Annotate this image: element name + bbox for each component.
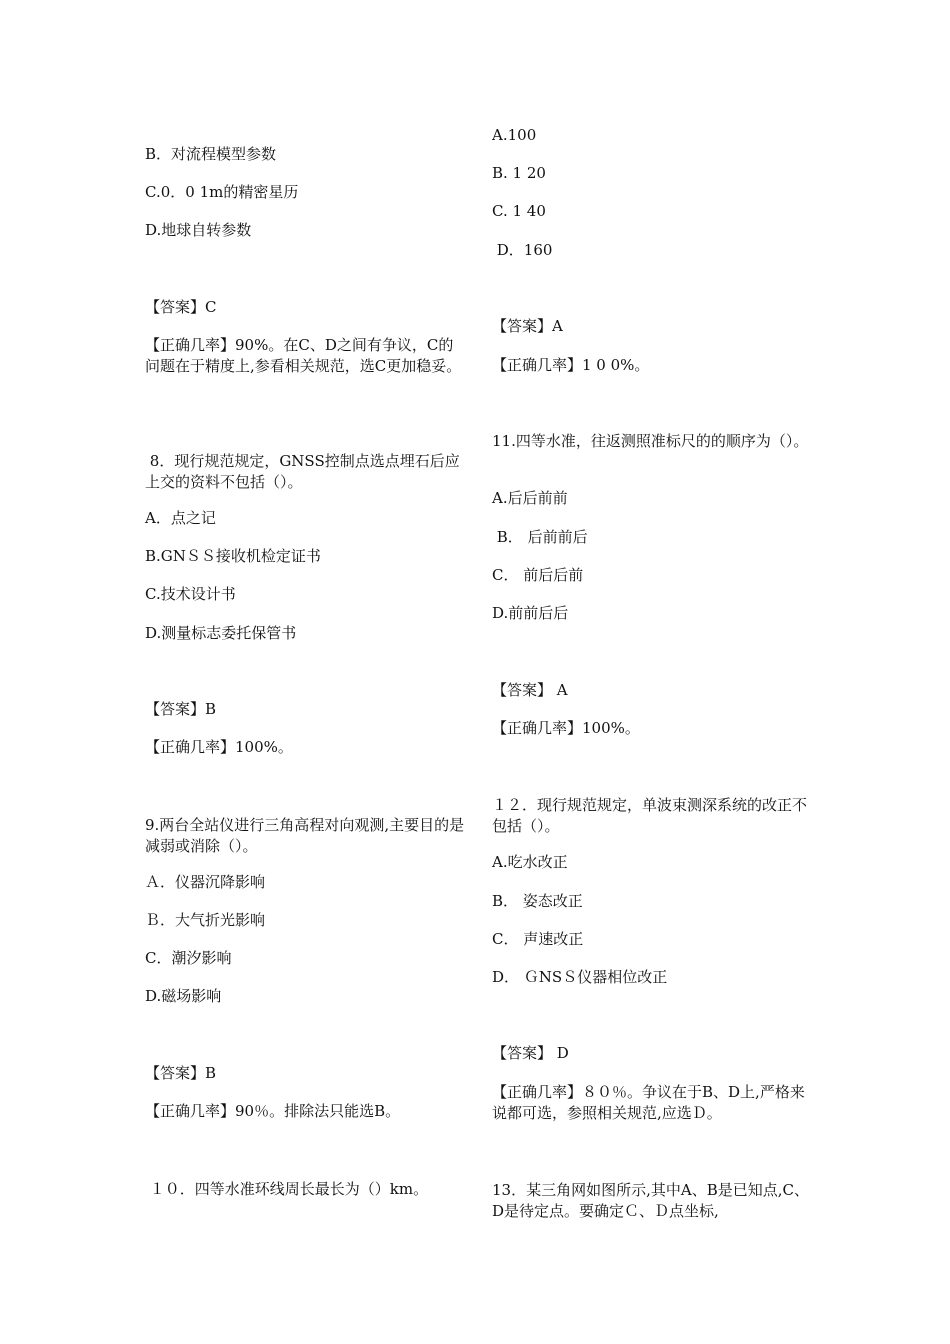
q10-accuracy-note: 【正确几率】1 0 0%。 [492,356,650,374]
q9-option-a: Ａ．仪器沉降影响 [145,873,266,891]
q8-option-c: C.技术设计书 [145,585,236,603]
q9-option-d: D.磁场影响 [145,987,222,1005]
q8-question: 8．现行规范规定，GNSS控制点选点埋石后应上交的资料不包括（）。 [145,452,460,491]
q11-option-c: C． 前后后前 [492,566,584,584]
q11-option-a: A.后后前前 [492,489,568,507]
q9-answer: 【答案】B [145,1064,217,1082]
q12-option-b: B． 姿态改正 [492,892,583,910]
q8-option-b: B.GNＳＳ接收机检定证书 [145,547,321,565]
q9-option-b: Ｂ．大气折光影响 [145,911,266,929]
q10-option-a: A.100 [492,126,537,144]
q10-answer: 【答案】A [492,317,563,335]
q9-accuracy-note: 【正确几率】90％。排除法只能选B。 [145,1102,401,1120]
q12-option-c: C． 声速改正 [492,930,584,948]
q8-answer: 【答案】B [145,700,217,718]
q10-option-b: B. 1 20 [492,164,546,182]
q11-accuracy-note: 【正确几率】100%。 [492,719,640,737]
q8-accuracy-note: 【正确几率】100%。 [145,738,293,756]
q11-question: 11.四等水准，往返测照准标尺的的顺序为（）。 [492,432,809,450]
q9-option-c: C．潮汐影响 [145,949,232,967]
q10-option-d: D．160 [492,241,553,259]
q11-option-d: D.前前后后 [492,604,569,622]
q12-option-d: D． ＧNSＳ仪器相位改正 [492,968,668,986]
q7-option-d: D.地球自转参数 [145,221,252,239]
q11-option-b: B． 后前前后 [492,528,588,546]
q12-option-a: A.吃水改正 [492,853,568,871]
q12-answer: 【答案】 D [492,1044,569,1062]
q8-option-a: A．点之记 [145,509,216,527]
q9-question: 9.两台全站仪进行三角高程对向观测,主要目的是减弱或消除（）。 [145,816,465,855]
q12-question: １２．现行规范规定，单波束测深系统的改正不包括（）。 [492,796,808,835]
q7-accuracy-note: 【正确几率】90%。在C、D之间有争议，C的问题在于精度上,参看相关规范，选C更加稳妥。 [145,336,462,375]
q7-answer: 【答案】C [145,298,217,316]
q11-answer: 【答案】 A [492,681,568,699]
q7-option-c: C.0．0 1m的精密星历 [145,183,299,201]
q8-option-d: D.测量标志委托保管书 [145,624,297,642]
q10-option-c: C. 1 40 [492,202,546,220]
q13-question: 13．某三角网如图所示,其中A、B是已知点,C、D是待定点。要确定Ｃ、Ｄ点坐标, [492,1181,809,1220]
q7-option-b: B．对流程模型参数 [145,145,277,163]
q10-question: １０．四等水准环线周长最长为（）km。 [145,1180,429,1198]
q12-accuracy-note: 【正确几率】８０％。争议在于B、D上,严格来说都可选，参照相关规范,应选Ｄ。 [492,1083,805,1122]
